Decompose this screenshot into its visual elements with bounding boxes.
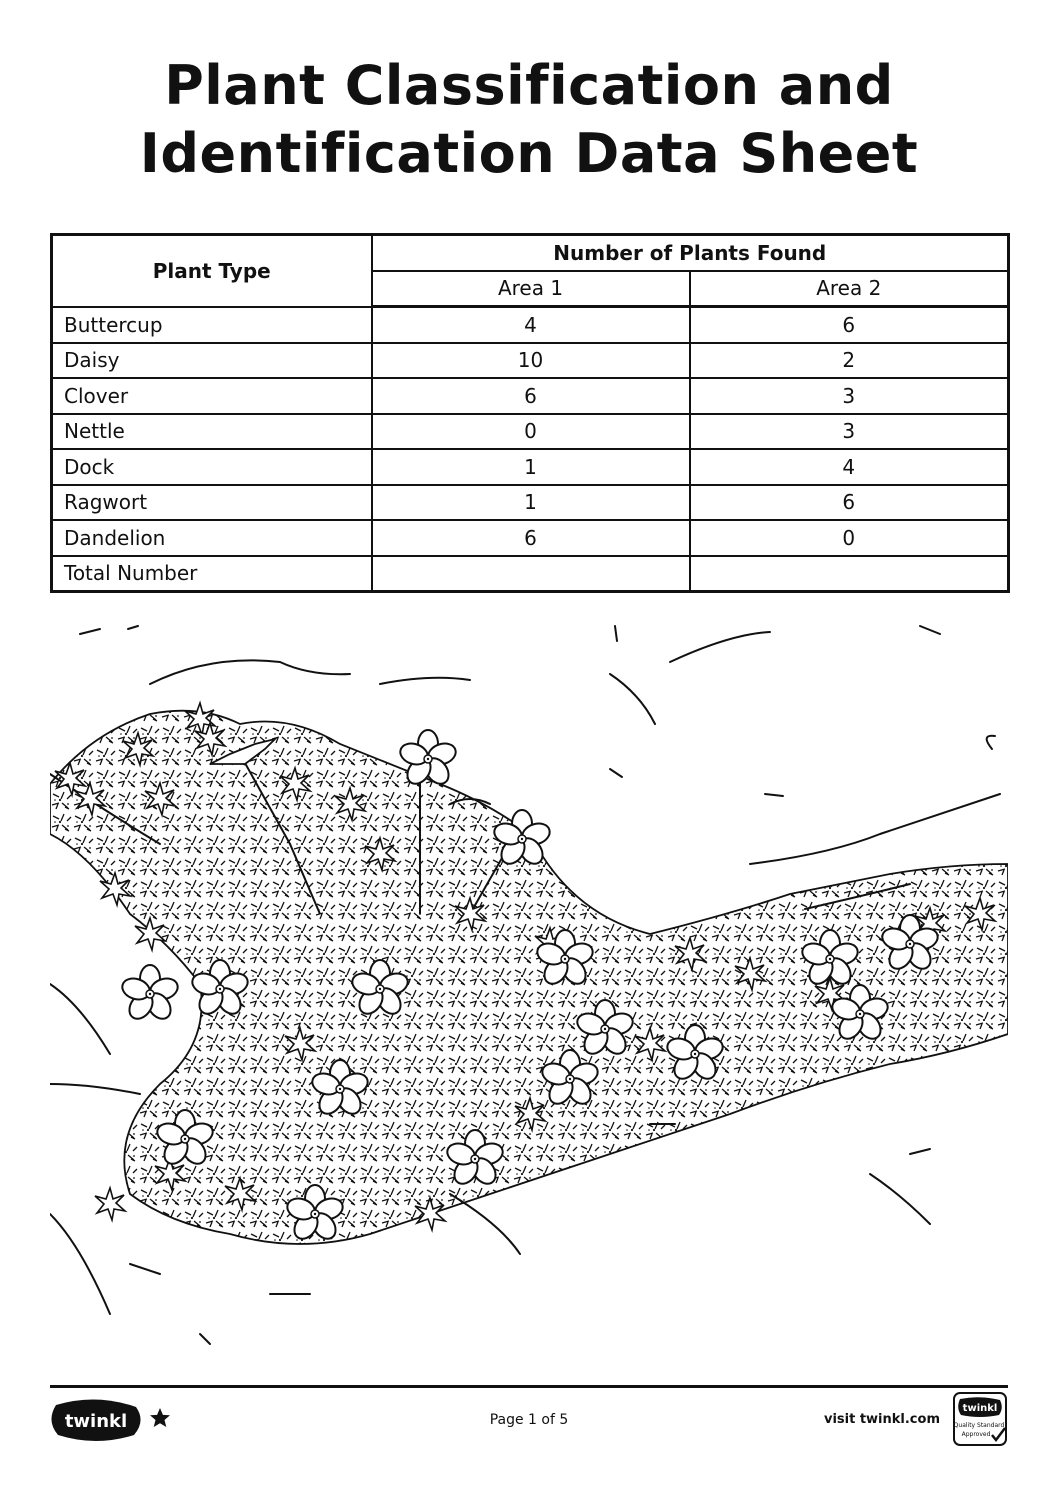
- footer-divider: [50, 1385, 1008, 1388]
- page-number: Page 1 of 5: [489, 1412, 569, 1428]
- visit-link[interactable]: visit twinkl.com: [823, 1412, 940, 1427]
- area2-count: 3: [690, 378, 1009, 414]
- area2-count: 6: [690, 307, 1009, 343]
- total-area1-cell[interactable]: [372, 556, 690, 592]
- table-row: [52, 414, 1009, 450]
- plant-name: Buttercup: [52, 307, 372, 343]
- table-row: [52, 343, 1009, 379]
- logo-text: twinkl: [64, 1411, 128, 1432]
- plant-name: Dock: [52, 449, 372, 485]
- plant-name: Daisy: [52, 343, 372, 379]
- area1-count: 6: [372, 520, 690, 556]
- table-row: [52, 449, 1009, 485]
- area2-count: 3: [690, 414, 1009, 450]
- page-title: [0, 52, 1058, 188]
- area1-count: 6: [372, 378, 690, 414]
- area1-count: 4: [372, 307, 690, 343]
- title-line-2: Identification Data Sheet: [139, 122, 919, 185]
- badge-brand: twinkl: [962, 1403, 998, 1414]
- table-row: [52, 485, 1009, 521]
- quality-badge-icon: [952, 1391, 1008, 1447]
- header-plant-type: Plant Type: [52, 235, 372, 307]
- total-label: Total Number: [52, 556, 372, 592]
- area1-count: 1: [372, 449, 690, 485]
- plant-name: Ragwort: [52, 485, 372, 521]
- table-row: [52, 520, 1009, 556]
- plant-name: Clover: [52, 378, 372, 414]
- area2-count: 6: [690, 485, 1009, 521]
- table-row: [52, 307, 1009, 343]
- area2-count: 0: [690, 520, 1009, 556]
- area1-count: 10: [372, 343, 690, 379]
- plants-illustration: [50, 614, 1008, 1384]
- table-row-total: [52, 556, 1009, 592]
- area2-count: 4: [690, 449, 1009, 485]
- data-table: [50, 233, 1010, 593]
- area1-count: 1: [372, 485, 690, 521]
- badge-text-2: Approved: [961, 1431, 991, 1438]
- header-area-2: Area 2: [690, 271, 1009, 307]
- plant-name: Nettle: [52, 414, 372, 450]
- badge-text-1: Quality Standard: [953, 1422, 1005, 1429]
- table-row: [52, 378, 1009, 414]
- area2-count: 2: [690, 343, 1009, 379]
- header-number-found: Number of Plants Found: [372, 235, 1009, 271]
- title-line-1: Plant Classification and: [164, 54, 894, 117]
- plant-name: Dandelion: [52, 520, 372, 556]
- area1-count: 0: [372, 414, 690, 450]
- header-area-1: Area 1: [372, 271, 690, 307]
- total-area2-cell[interactable]: [690, 556, 1009, 592]
